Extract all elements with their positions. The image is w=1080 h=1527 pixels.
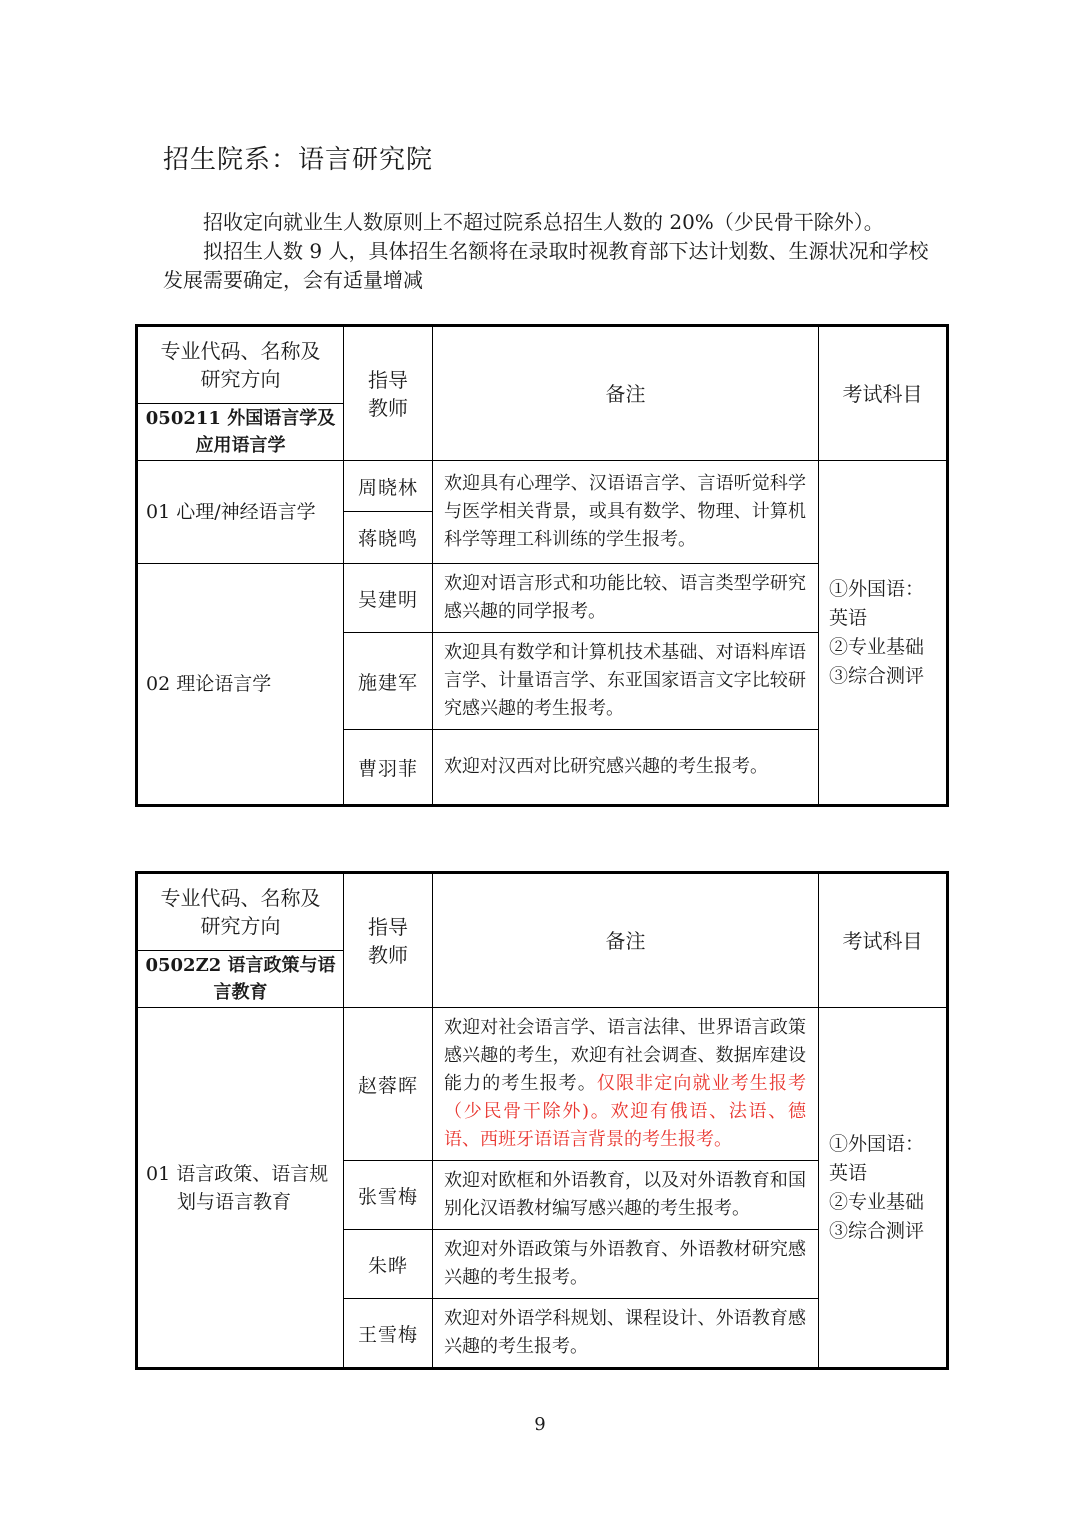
program-code: 0502Z2 语言政策与语言教育 xyxy=(137,951,344,1008)
header-advisor xyxy=(344,326,433,461)
program-code: 050211 外国语言学及应用语言学 xyxy=(137,404,344,461)
direction-label: 01 语言政策、语言规划与语言教育 xyxy=(146,1162,329,1213)
header-program-name: 专业代码、名称及研究方向 xyxy=(137,326,344,404)
header-exam-subjects: 考试科目 xyxy=(819,873,948,1008)
advisor-name: 吴建明 xyxy=(344,564,433,633)
advisor-name: 曹羽菲 xyxy=(344,730,433,806)
advisor-name: 张雪梅 xyxy=(344,1161,433,1230)
header-notes: 备注 xyxy=(433,873,819,1008)
exam-item: ③综合测评 xyxy=(829,664,925,687)
exam-subjects xyxy=(819,1008,948,1369)
header-advisor-label: 指导教师 xyxy=(368,367,408,420)
header-notes: 备注 xyxy=(433,326,819,461)
intro-paragraph xyxy=(163,208,933,295)
exam-item: ②专业基础 xyxy=(829,635,925,658)
advisor-name: 施建军 xyxy=(344,633,433,730)
advisor-name: 赵蓉晖 xyxy=(344,1008,433,1161)
note-row: 欢迎对外语政策与外语教育、外语教材研究感兴趣的考生报考。 xyxy=(433,1230,819,1299)
header-program-name: 专业代码、名称及研究方向 xyxy=(137,873,344,951)
exam-item: ③综合测评 xyxy=(829,1219,925,1242)
exam-item: 英语 xyxy=(829,606,868,629)
advisor-name: 蒋晓鸣 xyxy=(344,512,433,564)
advisor-name: 王雪梅 xyxy=(344,1299,433,1369)
note-direction-01: 欢迎具有心理学、汉语语言学、言语听觉科学与医学相关背景，或具有数学、物理、计算机科学等理工科训练的学生报考。 xyxy=(433,461,819,564)
exam-item: ①外国语： xyxy=(829,577,925,600)
note-row xyxy=(433,1008,819,1161)
note-restriction-text: 仅限非定向就业考生报考（少民骨干除外)。欢迎有俄语、法语、德语、西班牙语语言背景的考生报考。 xyxy=(444,1073,807,1150)
note-row: 欢迎对外语学科规划、课程设计、外语教育感兴趣的考生报考。 xyxy=(433,1299,819,1369)
department-title: 招生院系：语言研究院 xyxy=(163,145,434,175)
program-table-050211 xyxy=(135,324,949,807)
header-advisor xyxy=(344,873,433,1008)
exam-item: ②专业基础 xyxy=(829,1190,925,1213)
note-text: 欢迎对社会语言学、语言法律、世界语言政策感兴趣的考生，欢迎有社会调查、数据库建设能力的考生报考。 xyxy=(444,1017,806,1094)
direction-02: 02 理论语言学 xyxy=(137,564,344,806)
header-advisor-label: 指导教师 xyxy=(368,914,408,967)
advisor-name: 朱晔 xyxy=(344,1230,433,1299)
direction-01 xyxy=(137,1008,344,1369)
intro-line-enrollment: 拟招生人数 9 人，具体招生名额将在录取时视教育部下达计划数、生源状况和学校发展需要确定，会有适量增减 xyxy=(163,239,929,292)
header-exam-subjects: 考试科目 xyxy=(819,326,948,461)
exam-item: 英语 xyxy=(829,1161,868,1184)
exam-item: ①外国语： xyxy=(829,1132,925,1155)
program-table-0502Z2 xyxy=(135,871,949,1370)
page-number: 9 xyxy=(534,1414,546,1435)
note-row: 欢迎对汉西对比研究感兴趣的考生报考。 xyxy=(433,730,819,806)
direction-01: 01 心理/神经语言学 xyxy=(137,461,344,564)
note-row: 欢迎对欧框和外语教育，以及对外语教育和国别化汉语教材编写感兴趣的考生报考。 xyxy=(433,1161,819,1230)
exam-subjects xyxy=(819,461,948,806)
advisor-name: 周晓林 xyxy=(344,461,433,512)
note-row: 欢迎对语言形式和功能比较、语言类型学研究感兴趣的同学报考。 xyxy=(433,564,819,633)
intro-line-quota: 招收定向就业生人数原则上不超过院系总招生人数的 20%（少民骨干除外）。 xyxy=(203,210,884,234)
note-row: 欢迎具有数学和计算机技术基础、对语料库语言学、计量语言学、东亚国家语言文字比较研究感兴趣的考生报考。 xyxy=(433,633,819,730)
